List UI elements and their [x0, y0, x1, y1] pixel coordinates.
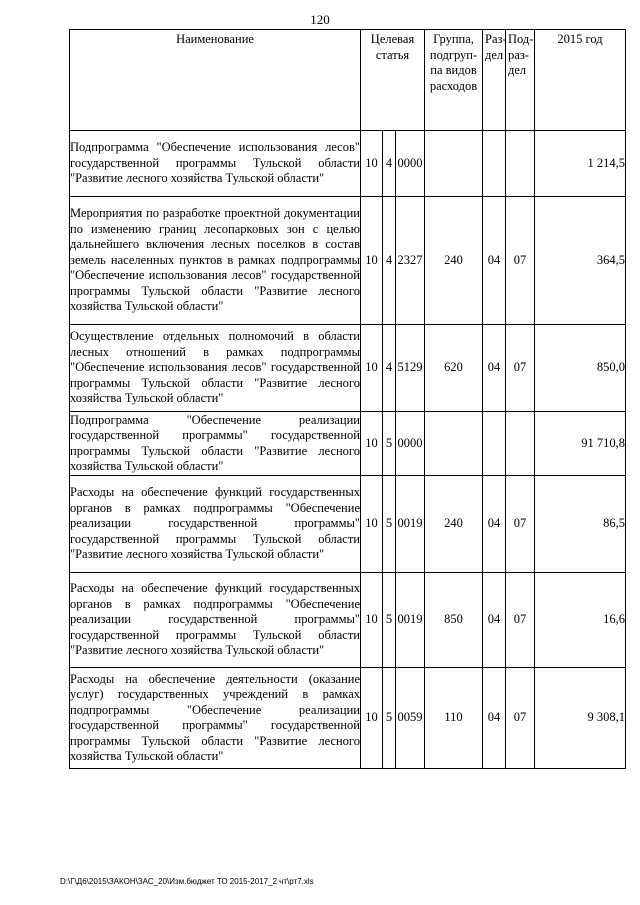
row-name-cell: Осуществление отдельных полномочий в области лесных отношений в рамках подпрограммы "Обеспечение использования лесов" государственной программы Тульской области "Развитие лесного хозяйства Тульской области"	[70, 325, 361, 412]
row-code-subprogram-cell: 5	[383, 412, 396, 476]
row-group-cell	[425, 131, 483, 197]
row-name-cell: Расходы на обеспечение деятельности (оказание услуг) государственных учреждений в рамках подпрограммы "Обеспечение реализации государственной программы" государственной программы Тульской области "Развитие лесного хозяйства Тульской области"	[70, 668, 361, 769]
page-number: 120	[310, 12, 330, 27]
row-code-subprogram-cell: 4	[383, 197, 396, 325]
table-row	[70, 325, 626, 412]
header-section: Раз-дел	[483, 30, 506, 131]
row-code-direction-cell: 5129	[396, 325, 425, 412]
header-target-article: Целевая статья	[361, 30, 425, 131]
row-code-program-cell: 10	[361, 325, 383, 412]
row-group-cell: 110	[425, 668, 483, 769]
table-row	[70, 476, 626, 573]
budget-table	[69, 29, 626, 769]
header-group: Группа, подгруп-па видов расходов	[425, 30, 483, 131]
row-section-cell: 04	[483, 325, 506, 412]
row-group-cell: 240	[425, 476, 483, 573]
row-code-direction-cell: 2327	[396, 197, 425, 325]
row-code-program-cell: 10	[361, 131, 383, 197]
row-section-cell: 04	[483, 668, 506, 769]
row-section-cell: 04	[483, 476, 506, 573]
header-year: 2015 год	[535, 30, 626, 131]
table-row	[70, 197, 626, 325]
row-code-subprogram-cell: 5	[383, 476, 396, 573]
row-code-direction-cell: 0059	[396, 668, 425, 769]
header-name: Наименование	[70, 30, 361, 131]
row-subsection-cell: 07	[506, 325, 535, 412]
row-group-cell: 620	[425, 325, 483, 412]
row-code-direction-cell: 0019	[396, 476, 425, 573]
row-name-cell: Расходы на обеспечение функций государственных органов в рамках подпрограммы "Обеспечение реализации государственной программы" государственной программы Тульской области "Развитие лесного хозяйства Тульской области"	[70, 476, 361, 573]
row-subsection-cell: 07	[506, 668, 535, 769]
row-code-direction-cell: 0019	[396, 573, 425, 668]
row-subsection-cell: 07	[506, 573, 535, 668]
row-section-cell	[483, 131, 506, 197]
row-group-cell: 240	[425, 197, 483, 325]
row-amount-cell: 364,5	[535, 197, 626, 325]
row-group-cell: 850	[425, 573, 483, 668]
row-code-program-cell: 10	[361, 573, 383, 668]
row-name-cell: Подпрограмма "Обеспечение использования лесов" государственной программы Тульской области "Развитие лесного хозяйства Тульской области"	[70, 131, 361, 197]
table-row	[70, 412, 626, 476]
row-amount-cell: 9 308,1	[535, 668, 626, 769]
row-code-program-cell: 10	[361, 476, 383, 573]
row-amount-cell: 91 710,8	[535, 412, 626, 476]
row-amount-cell: 16,6	[535, 573, 626, 668]
row-name-cell: Мероприятия по разработке проектной документации по изменению границ лесопарковых зон с целью дальнейшего включения лесных поселков в состав земель населенных пунктов в рамках подпрограммы "Обеспечение использования лесов" государственной программы Тульской области "Развитие лесного хозяйства Тульской области"	[70, 197, 361, 325]
row-subsection-cell	[506, 412, 535, 476]
row-subsection-cell: 07	[506, 476, 535, 573]
row-group-cell	[425, 412, 483, 476]
row-subsection-cell	[506, 131, 535, 197]
row-code-subprogram-cell: 5	[383, 573, 396, 668]
table-row	[70, 668, 626, 769]
row-section-cell	[483, 412, 506, 476]
table-row	[70, 573, 626, 668]
table-row	[70, 131, 626, 197]
row-code-direction-cell: 0000	[396, 131, 425, 197]
row-subsection-cell: 07	[506, 197, 535, 325]
row-code-program-cell: 10	[361, 197, 383, 325]
file-path-footer: D:\Г\Д6\2015\ЗАКОН\ЗАС_20\Изм.бюджет ТО 2015-2017_2 чт\рт7.xls	[60, 877, 314, 886]
row-code-direction-cell: 0000	[396, 412, 425, 476]
row-code-program-cell: 10	[361, 668, 383, 769]
row-section-cell: 04	[483, 573, 506, 668]
row-name-cell: Расходы на обеспечение функций государственных органов в рамках подпрограммы "Обеспечение реализации государственной программы" государственной программы Тульской области "Развитие лесного хозяйства Тульской области"	[70, 573, 361, 668]
row-code-program-cell: 10	[361, 412, 383, 476]
row-section-cell: 04	[483, 197, 506, 325]
header-subsection: Под-раз-дел	[506, 30, 535, 131]
header-row	[70, 30, 626, 131]
row-amount-cell: 86,5	[535, 476, 626, 573]
row-amount-cell: 850,0	[535, 325, 626, 412]
row-code-subprogram-cell: 4	[383, 325, 396, 412]
row-code-subprogram-cell: 5	[383, 668, 396, 769]
row-name-cell: Подпрограмма "Обеспечение реализации государственной программы" государственной программы Тульской области "Развитие лесного хозяйства Тульской области"	[70, 412, 361, 476]
row-amount-cell: 1 214,5	[535, 131, 626, 197]
row-code-subprogram-cell: 4	[383, 131, 396, 197]
